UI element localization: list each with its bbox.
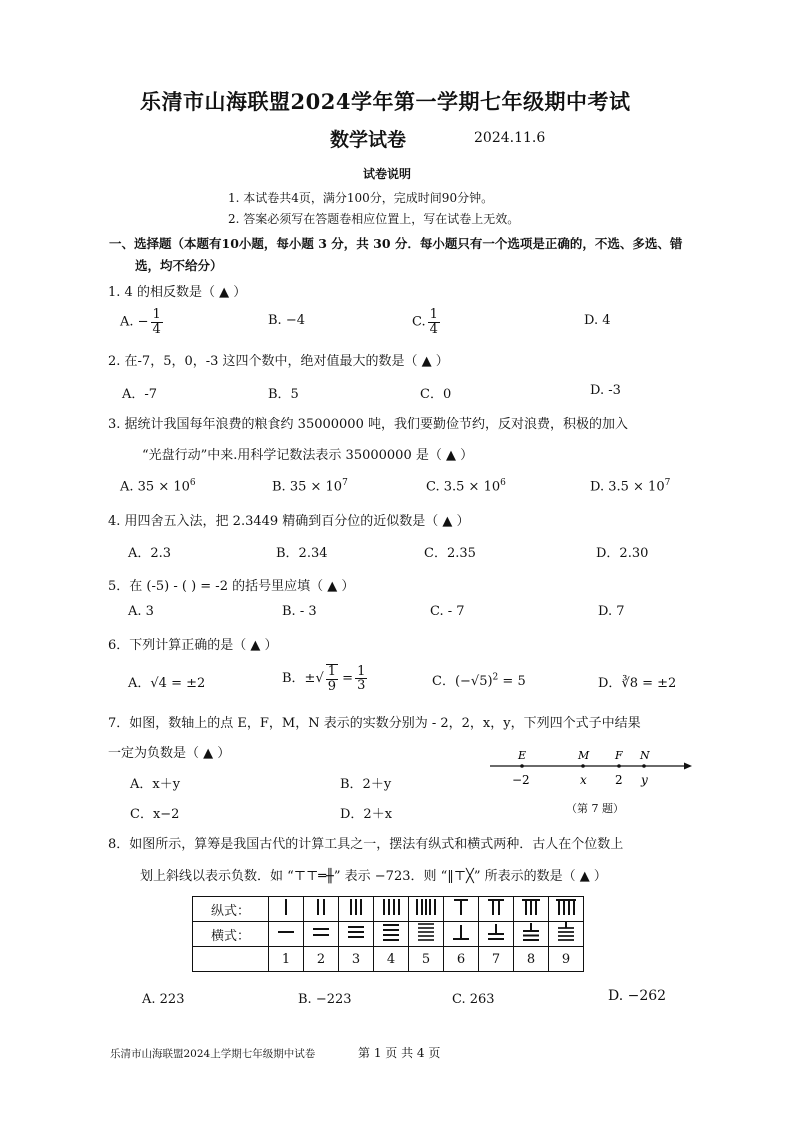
digit-cell: 6 <box>444 947 479 972</box>
digit-cell: 1 <box>269 947 304 972</box>
notes-title: 试卷说明 <box>363 167 412 181</box>
point-f-label: F <box>615 749 623 762</box>
question-5-option-c: C. - 7 <box>430 604 465 619</box>
question-3-stem-cont: “光盘行动”中来.用科学记数法表示 35000000 是（ ▲ ） <box>142 448 474 463</box>
question-7-option-a: A．x＋y <box>130 777 181 792</box>
digit-cell: 8 <box>514 947 549 972</box>
rod-vertical-9-icon <box>551 897 581 917</box>
question-8-option-c: C. 263 <box>452 992 495 1007</box>
question-4-option-d: D．2.30 <box>596 546 649 561</box>
rod-horizontal-2-icon <box>306 922 336 942</box>
note-1: 1. 本试卷共4页，满分100分，完成时间90分钟。 <box>228 191 494 205</box>
question-8-stem: 8．如图所示，算筹是我国古代的计算工具之一，摆法有纵式和横式两种．古人在个位数上 <box>108 837 624 852</box>
point-m-label: M <box>578 749 590 762</box>
question-1-option-d: D. 4 <box>584 313 611 328</box>
question-7-stem-cont: 一定为负数是（ ▲ ） <box>108 746 231 761</box>
point-n-dot <box>642 764 646 768</box>
section-heading-cont: 选，均不给分） <box>135 258 223 273</box>
question-4-option-a: A．2.3 <box>128 546 172 561</box>
fraction: $\frac{1}{4}$ <box>152 307 161 337</box>
question-1-option-c: C. $\frac{1}{4}$ <box>412 307 438 337</box>
value-n-label: y <box>641 773 648 787</box>
question-8-stem-cont: 划上斜线以表示负数．如 “⊤⊤═╫” 表示 −723．则 “‖⊤╳” 所表示的数是（ ▲ ） <box>140 869 607 884</box>
question-4-option-c: C．2.35 <box>424 546 476 561</box>
counting-rods-table <box>192 896 584 972</box>
point-f-dot <box>617 764 621 768</box>
row-label-vertical: 纵式： <box>193 897 269 922</box>
page-title: 乐清市山海联盟2024学年第一学期七年级期中考试 <box>140 89 631 114</box>
question-6-option-c: C．$(-√5)^2 = 5$ <box>432 672 526 689</box>
rod-vertical-8-icon <box>516 897 546 917</box>
page-subtitle: 数学试卷 <box>330 129 407 151</box>
rod-vertical-3-icon <box>341 897 371 917</box>
note-2: 2. 答案必须写在答题卷相应位置上，写在试卷上无效。 <box>228 212 520 226</box>
value-f-label: 2 <box>615 773 623 787</box>
question-8-option-b: B. −223 <box>298 992 352 1007</box>
digit-cell: 2 <box>304 947 339 972</box>
question-6-option-a: A．√4 = ±2 <box>128 676 206 691</box>
rod-horizontal-1-icon <box>271 922 301 942</box>
value-m-label: x <box>580 773 587 787</box>
question-3-option-b: B. $35 \times 10^7$ <box>272 478 348 495</box>
page-number: 第 1 页 共 4 页 <box>358 1046 441 1060</box>
rod-horizontal-8-icon <box>516 922 546 942</box>
table-row <box>193 947 584 972</box>
digit-cell: 9 <box>549 947 584 972</box>
rod-horizontal-5-icon <box>411 922 441 942</box>
fraction: $\frac{1}{3}$ <box>357 663 366 694</box>
point-e-dot <box>520 764 524 768</box>
fraction: $\frac{1}{4}$ <box>429 307 438 337</box>
rod-vertical-7-icon <box>481 897 511 917</box>
question-3-stem: 3. 据统计我国每年浪费的粮食约 35000000 吨，我们要勤俭节约，反对浪费，积极的加入 <box>108 417 628 432</box>
question-7-option-d: D．2＋x <box>340 807 393 822</box>
rod-vertical-5-icon <box>411 897 441 917</box>
question-3-option-d: D. $3.5 \times 10^7$ <box>590 478 671 495</box>
question-8-option-a: A. 223 <box>142 992 185 1007</box>
point-e-label: E <box>518 749 527 762</box>
rod-horizontal-4-icon <box>376 922 406 942</box>
question-6-stem: 6．下列计算正确的是（ ▲ ） <box>108 638 278 653</box>
question-3-option-c: C. $3.5 \times 10^6$ <box>426 478 506 495</box>
exam-date: 2024.11.6 <box>474 130 546 146</box>
row-label-horizontal: 横式： <box>193 922 269 947</box>
question-5-stem: 5．在 (-5) - ( ) = -2 的括号里应填（ ▲ ） <box>108 579 355 594</box>
question-5-option-b: B. - 3 <box>282 604 317 619</box>
question-3-option-a: A. $35 \times 10^6$ <box>120 478 196 495</box>
rod-horizontal-7-icon <box>481 922 511 942</box>
fraction: $\frac{1}{9}$ <box>327 664 337 694</box>
digit-cell: 5 <box>409 947 444 972</box>
rod-vertical-4-icon <box>376 897 406 917</box>
question-2-option-d: D. -3 <box>590 383 621 398</box>
footer-exam-name: 乐清市山海联盟2024上学期七年级期中试卷 <box>110 1048 316 1060</box>
question-7-stem: 7．如图，数轴上的点 E，F，M，N 表示的实数分别为 - 2，2，x，y，下列四个式子中结果 <box>108 716 641 731</box>
question-1-option-a: A. − $\frac{1}{4}$ <box>120 307 161 337</box>
value-e-label: −2 <box>512 773 530 787</box>
digit-cell: 3 <box>339 947 374 972</box>
point-m-dot <box>581 764 585 768</box>
question-4-option-b: B．2.34 <box>276 546 328 561</box>
question-1-stem: 1. 4 的相反数是（ ▲ ） <box>108 285 247 300</box>
question-1-option-b: B. −4 <box>268 313 305 328</box>
digit-cell: 7 <box>479 947 514 972</box>
arrow-right-icon <box>684 763 692 770</box>
question-2-stem: 2. 在-7，5，0，-3 这四个数中，绝对值最大的数是（ ▲ ） <box>108 354 449 369</box>
point-n-label: N <box>640 749 650 762</box>
question-7-option-b: B．2＋y <box>340 777 392 792</box>
number-line-figure <box>486 748 696 800</box>
rod-vertical-2-icon <box>306 897 336 917</box>
rod-vertical-1-icon <box>271 897 301 917</box>
table-row <box>193 897 584 922</box>
table-row <box>193 922 584 947</box>
question-5-option-a: A. 3 <box>128 604 154 619</box>
rod-horizontal-3-icon <box>341 922 371 942</box>
section-heading: 一、选择题（本题有10小题，每小题 3 分，共 30 分．每小题只有一个选项是正确的，不选、多选、错 <box>109 236 683 251</box>
question-6-option-d: D．∛8 = ±2 <box>598 676 677 691</box>
question-7-option-c: C．x−2 <box>130 807 180 822</box>
question-2-option-c: C．0 <box>420 387 452 402</box>
rod-vertical-6-icon <box>446 897 476 917</box>
figure-7-caption: （第 7 题） <box>566 802 624 815</box>
question-4-stem: 4. 用四舍五入法，把 2.3449 精确到百分位的近似数是（ ▲ ） <box>108 514 470 529</box>
digit-cell: 4 <box>374 947 409 972</box>
question-8-option-d: D. −262 <box>608 988 667 1004</box>
rod-horizontal-6-icon <box>446 922 476 942</box>
question-2-option-b: B．5 <box>268 387 299 402</box>
question-5-option-d: D. 7 <box>598 604 625 619</box>
question-6-option-b: B．±√ $\frac{1}{9}$ = $\frac{1}{3}$ <box>282 663 366 694</box>
question-2-option-a: A．-7 <box>122 387 158 402</box>
rod-horizontal-9-icon <box>551 922 581 942</box>
